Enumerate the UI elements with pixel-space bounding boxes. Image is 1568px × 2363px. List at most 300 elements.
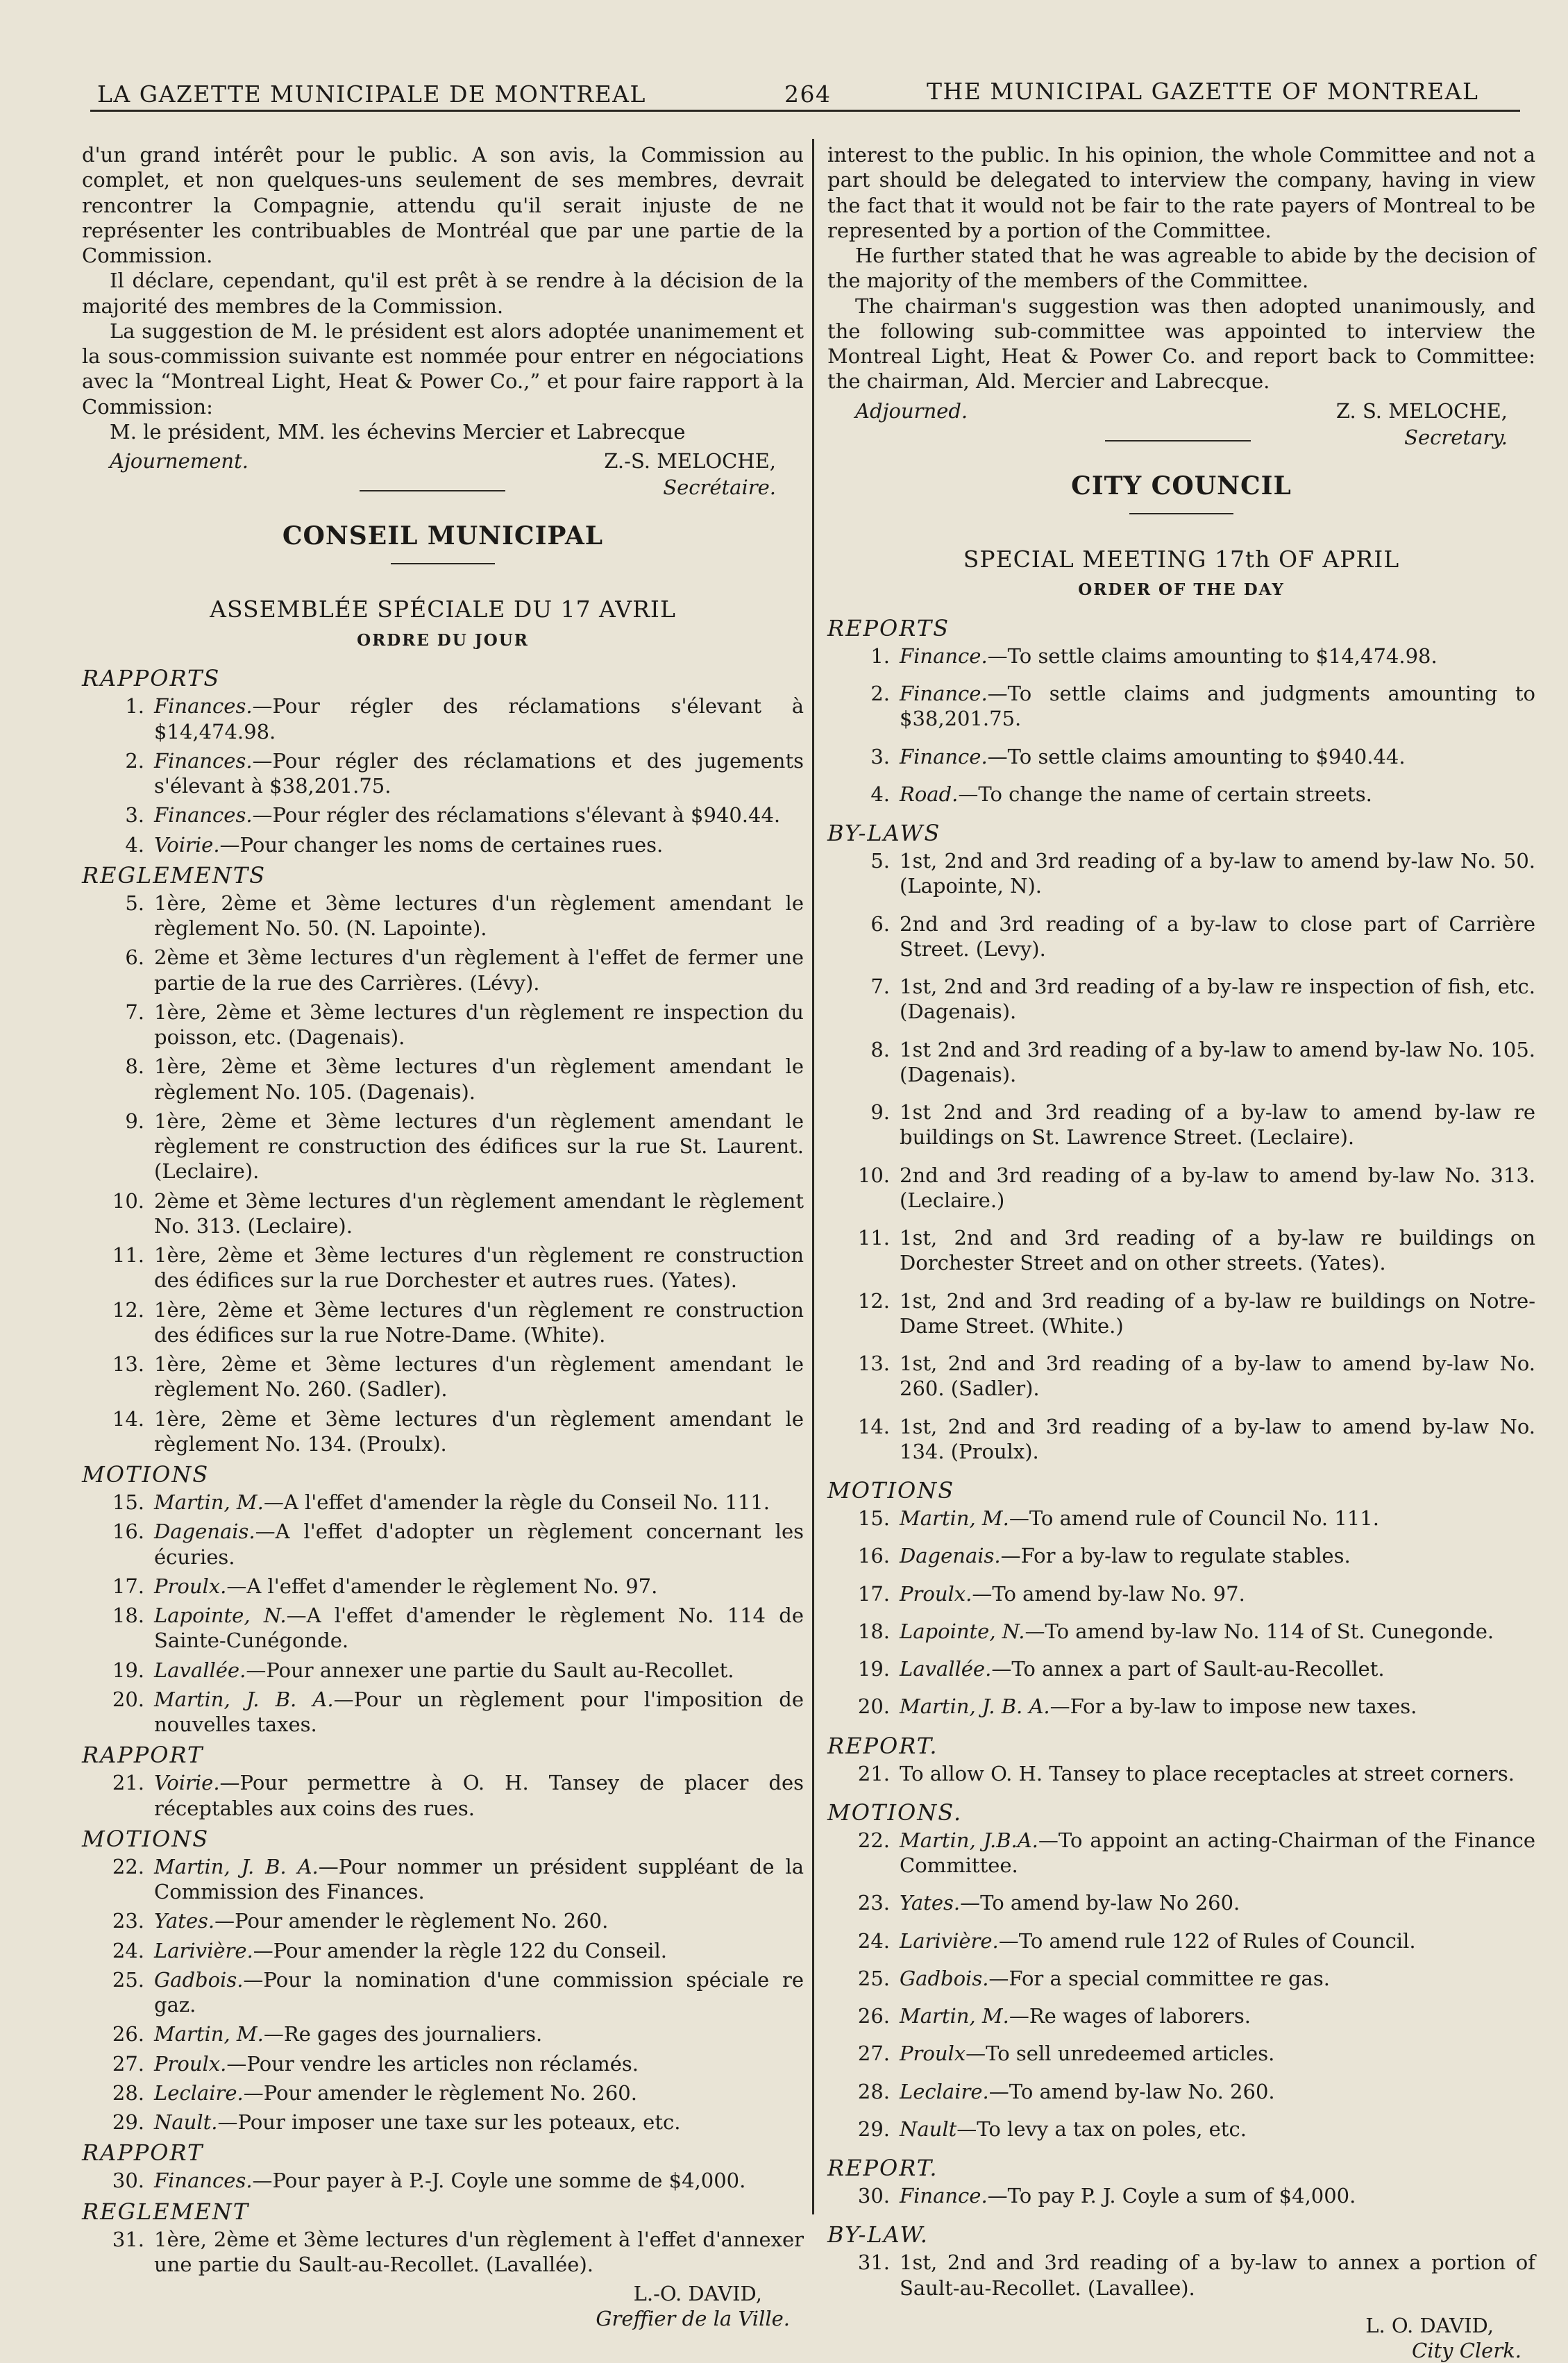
council-heading: CONSEIL MUNICIPAL bbox=[282, 521, 604, 551]
item-number: 19. bbox=[112, 1658, 144, 1682]
intro-paragraph: interest to the public. In his opinion, the whole Committee and not a part should be delegated to interview the company, having in view the fact that it would not be fair to the rate payers of Montreal to be represented by a portion of the Committee. bbox=[827, 143, 1535, 242]
item-number: 17. bbox=[857, 1581, 890, 1606]
item-description: —For a special committee re gas. bbox=[988, 1966, 1330, 1990]
item-description: 1ère, 2ème et 3ème lectures d'un règlement amendant le règlement No. 260. (Sadler). bbox=[154, 1352, 804, 1402]
item-number: 29. bbox=[857, 2117, 890, 2141]
item-number: 4. bbox=[125, 832, 144, 857]
agenda-item bbox=[827, 1581, 1535, 1606]
item-text bbox=[900, 1100, 1535, 1150]
item-description: 1st, 2nd and 3rd reading of a by-law re inspection of fish, etc. (Dagenais). bbox=[900, 975, 1535, 1024]
agenda-item bbox=[827, 1543, 1535, 1568]
item-number: 8. bbox=[125, 1054, 144, 1079]
agenda-item bbox=[82, 1574, 804, 1599]
item-description: —Pour la nomination d'une commission spéciale re gaz. bbox=[154, 1967, 804, 2017]
item-number: 23. bbox=[857, 1891, 890, 1915]
intro-paragraph: La suggestion de M. le président est alors adoptée unanimement et la sous-commission suivante est nommée pour entrer en négociations avec la “Montreal Light, Heat & Power Co.,” et pour faire rapport à la Commission: bbox=[82, 319, 804, 419]
item-description: 1st, 2nd and 3rd reading of a by-law re buildings on Notre-Dame Street. (White.) bbox=[900, 1288, 1535, 1338]
item-number: 23. bbox=[112, 1909, 144, 1933]
item-description: —To amend by-law No. 114 of St. Cunegonde. bbox=[1025, 1619, 1494, 1643]
item-description: 1ère, 2ème et 3ème lectures d'un règlement re inspection du poisson, etc. (Dagenais). bbox=[154, 1000, 804, 1049]
item-text bbox=[154, 2080, 804, 2105]
agenda-item bbox=[82, 1352, 804, 1402]
item-text bbox=[154, 1854, 804, 1905]
item-text bbox=[900, 1619, 1535, 1644]
item-text bbox=[900, 1414, 1535, 1465]
section-heading: MOTIONS bbox=[827, 1477, 955, 1504]
item-number: 13. bbox=[112, 1352, 144, 1376]
secretary-name: Z.-S. MELOCHE, bbox=[604, 449, 776, 473]
agenda-item bbox=[827, 2041, 1535, 2066]
item-number: 12. bbox=[112, 1297, 144, 1322]
agenda-item bbox=[82, 1603, 804, 1654]
item-text bbox=[154, 2110, 804, 2135]
agenda-item bbox=[82, 1519, 804, 1570]
item-sponsor: Lavallée. bbox=[900, 1657, 992, 1681]
item-description: —Re wages of laborers. bbox=[1009, 2004, 1251, 2028]
item-number: 7. bbox=[870, 975, 890, 998]
agenda-item bbox=[82, 1406, 804, 1457]
order-of-day: ORDRE DU JOUR bbox=[357, 630, 529, 650]
item-description: —To pay P. J. Coyle a sum of $4,000. bbox=[987, 2184, 1356, 2208]
item-sponsor: Gadbois. bbox=[154, 1967, 244, 1992]
item-description: 1ère, 2ème et 3ème lectures d'un règlement amendant le règlement re construction des édifices sur la rue St. Laurent. (Leclaire). bbox=[154, 1109, 804, 1184]
item-number: 31. bbox=[112, 2227, 144, 2251]
agenda-item bbox=[82, 1297, 804, 1348]
item-description: —Re gages des journaliers. bbox=[263, 2022, 543, 2046]
item-sponsor: Leclaire. bbox=[154, 2080, 244, 2105]
agenda-item bbox=[82, 2110, 804, 2135]
item-text bbox=[900, 1828, 1535, 1878]
item-number: 12. bbox=[857, 1288, 890, 1313]
item-number: 5. bbox=[870, 849, 890, 873]
item-description: 1ère, 2ème et 3ème lectures d'un règlement amendant le règlement No. 105. (Dagenais). bbox=[154, 1054, 804, 1104]
item-sponsor: Finance. bbox=[900, 682, 988, 705]
item-number: 7. bbox=[125, 1000, 144, 1024]
item-sponsor: Nault bbox=[900, 2117, 957, 2141]
agenda-item bbox=[827, 1694, 1535, 1719]
agenda-item bbox=[827, 1506, 1535, 1531]
signature-line bbox=[827, 398, 1535, 425]
item-text bbox=[900, 1581, 1535, 1606]
item-description: —Pour régler des réclamations s'élevant à $940.44. bbox=[252, 803, 781, 827]
meeting-title: SPECIAL MEETING 17th OF APRIL bbox=[963, 545, 1400, 573]
item-number: 20. bbox=[857, 1695, 890, 1719]
agenda-item bbox=[827, 1928, 1535, 1953]
item-description: —Pour amender le règlement No. 260. bbox=[243, 2080, 637, 2105]
item-text bbox=[900, 2041, 1535, 2066]
item-number: 27. bbox=[857, 2042, 890, 2066]
item-description: —To amend by-law No 260. bbox=[960, 1891, 1240, 1915]
item-number: 16. bbox=[857, 1544, 890, 1568]
item-sponsor: Proulx bbox=[900, 2042, 966, 2066]
item-description: —Pour vendre les articles non réclamés. bbox=[226, 2051, 639, 2076]
item-text bbox=[900, 2003, 1535, 2028]
item-text bbox=[900, 1163, 1535, 1213]
item-text bbox=[900, 848, 1535, 899]
item-text bbox=[154, 832, 804, 857]
item-number: 29. bbox=[112, 2110, 144, 2134]
item-description: —To levy a tax on poles, etc. bbox=[956, 2117, 1247, 2141]
signature-line bbox=[82, 448, 804, 475]
clerk-title: Greffier de la Ville. bbox=[596, 2307, 790, 2331]
item-text bbox=[900, 644, 1535, 668]
meeting-title: ASSEMBLÉE SPÉCIALE DU 17 AVRIL bbox=[210, 596, 676, 623]
intro-paragraph: The chairman's suggestion was then adopted unanimously, and the following sub-committee was appointed to interview the Montreal Light, Heat & Power Co. and report back to Committee: the chairman, Ald. Mercier and Labrecque. bbox=[827, 294, 1535, 394]
agenda-item bbox=[827, 1037, 1535, 1088]
item-number: 18. bbox=[112, 1604, 144, 1627]
section-heading: REGLEMENTS bbox=[82, 861, 267, 889]
agenda-item bbox=[827, 782, 1535, 807]
item-text bbox=[154, 1687, 804, 1738]
intro-paragraph: d'un grand intérêt pour le public. A son avis, la Commission au complet, et non quelques-uns seulement de ses membres, devrait rencontrer la Compagnie, attendu qu'il serait injuste de ne représenter les contribuables de Montréal que par une partie de la Commission. bbox=[82, 143, 804, 267]
item-number: 5. bbox=[125, 891, 144, 915]
french-column bbox=[82, 142, 804, 2332]
header-english-title: THE MUNICIPAL GAZETTE OF MONTREAL bbox=[927, 78, 1479, 105]
item-text bbox=[154, 1908, 804, 1933]
item-text bbox=[900, 1543, 1535, 1568]
section-heading: BY-LAW. bbox=[827, 2221, 929, 2248]
item-text bbox=[154, 748, 804, 799]
agenda-item bbox=[827, 2003, 1535, 2028]
item-number: 28. bbox=[112, 2080, 144, 2105]
agenda-list bbox=[827, 614, 1535, 2301]
item-text bbox=[154, 945, 804, 995]
separator-rule bbox=[360, 490, 505, 491]
item-sponsor: Nault. bbox=[154, 2110, 218, 2134]
header-rule bbox=[90, 110, 1520, 112]
item-text bbox=[154, 1406, 804, 1457]
item-sponsor: Martin, J. B. A. bbox=[154, 1687, 334, 1711]
item-description: —Pour amender la règle 122 du Conseil. bbox=[253, 1938, 667, 1962]
item-number: 21. bbox=[112, 1771, 144, 1795]
item-description: —Pour imposer une taxe sur les poteaux, etc. bbox=[217, 2110, 681, 2134]
item-sponsor: Martin, M. bbox=[900, 1506, 1009, 1530]
item-sponsor: Lapointe, N. bbox=[154, 1604, 287, 1627]
separator-rule bbox=[391, 563, 495, 564]
item-sponsor: Lavallée. bbox=[154, 1658, 246, 1682]
item-text bbox=[154, 2051, 804, 2076]
council-heading: CITY COUNCIL bbox=[1071, 471, 1292, 501]
item-description: —Pour annexer une partie du Sault au-Recollet. bbox=[246, 1658, 734, 1682]
item-description: To allow O. H. Tansey to place receptacles at street corners. bbox=[900, 1761, 1515, 1785]
item-description: —To amend rule of Council No. 111. bbox=[1009, 1506, 1379, 1530]
agenda-item bbox=[82, 748, 804, 799]
item-sponsor: Lapointe, N. bbox=[900, 1619, 1025, 1643]
item-number: 9. bbox=[125, 1109, 144, 1133]
item-sponsor: Proulx. bbox=[900, 1581, 972, 1606]
agenda-item bbox=[82, 1908, 804, 1933]
agenda-item bbox=[827, 1619, 1535, 1644]
item-sponsor: Dagenais. bbox=[154, 1520, 255, 1544]
item-sponsor: Finances. bbox=[154, 2169, 253, 2193]
item-number: 2. bbox=[125, 748, 144, 773]
item-sponsor: Martin, J.B.A. bbox=[900, 1828, 1038, 1852]
item-text bbox=[154, 1109, 804, 1184]
item-number: 13. bbox=[857, 1352, 890, 1375]
section-heading: REPORTS bbox=[827, 614, 950, 641]
item-sponsor: Dagenais. bbox=[900, 1544, 1001, 1568]
item-description: —Pour amender le règlement No. 260. bbox=[214, 1909, 609, 1933]
agenda-item bbox=[827, 2250, 1535, 2301]
agenda-item bbox=[82, 2021, 804, 2046]
agenda-item bbox=[82, 1854, 804, 1905]
agenda-item bbox=[827, 1351, 1535, 1402]
item-sponsor: Larivière. bbox=[154, 1938, 253, 1962]
item-text bbox=[900, 1890, 1535, 1915]
item-number: 25. bbox=[857, 1966, 890, 1990]
item-description: 1ère, 2ème et 3ème lectures d'un règlement amendant le règlement No. 50. (N. Lapointe). bbox=[154, 891, 804, 940]
item-description: —To annex a part of Sault-au-Recollet. bbox=[991, 1657, 1385, 1681]
item-number: 8. bbox=[870, 1037, 890, 1061]
item-number: 24. bbox=[112, 1938, 144, 1962]
item-sponsor: Proulx. bbox=[154, 1574, 227, 1598]
agenda-item bbox=[827, 1656, 1535, 1681]
item-sponsor: Larivière. bbox=[900, 1928, 999, 1953]
agenda-item bbox=[82, 945, 804, 995]
separator-rule bbox=[1129, 513, 1233, 514]
item-number: 26. bbox=[112, 2022, 144, 2046]
item-description: —To appoint an acting-Chairman of the Finance Committee. bbox=[900, 1828, 1535, 1877]
item-number: 28. bbox=[857, 2079, 890, 2103]
item-text bbox=[154, 802, 804, 827]
item-number: 18. bbox=[857, 1619, 890, 1643]
agenda-item bbox=[827, 2079, 1535, 2104]
agenda-item bbox=[82, 802, 804, 827]
agenda-item bbox=[82, 1054, 804, 1104]
agenda-item bbox=[82, 1687, 804, 1738]
order-of-day: ORDER OF THE DAY bbox=[1078, 580, 1285, 599]
item-number: 26. bbox=[857, 2004, 890, 2028]
item-number: 27. bbox=[112, 2051, 144, 2076]
item-description: —Pour permettre à O. H. Tansey de placer des réceptables aux coins des rues. bbox=[154, 1771, 804, 1820]
item-description: —To settle claims and judgments amounting to $38,201.75. bbox=[900, 682, 1535, 731]
item-text bbox=[154, 1352, 804, 1402]
agenda-item bbox=[82, 1490, 804, 1515]
item-number: 3. bbox=[125, 803, 144, 827]
item-number: 24. bbox=[857, 1928, 890, 1953]
item-description: —To amend by-law No. 260. bbox=[988, 2079, 1275, 2103]
clerk-name: L. O. DAVID, bbox=[1365, 2313, 1494, 2337]
column-divider bbox=[812, 139, 814, 2214]
item-number: 11. bbox=[857, 1226, 890, 1250]
item-description: —To settle claims amounting to $940.44. bbox=[987, 744, 1406, 768]
item-sponsor: Finance. bbox=[900, 744, 988, 768]
item-text bbox=[900, 2250, 1535, 2301]
item-text bbox=[900, 1506, 1535, 1531]
item-text bbox=[154, 1490, 804, 1515]
item-text bbox=[900, 2117, 1535, 2142]
item-text bbox=[154, 1967, 804, 2018]
item-text bbox=[900, 1656, 1535, 1681]
item-sponsor: Martin, J. B. A. bbox=[900, 1695, 1050, 1719]
item-text bbox=[154, 693, 804, 744]
item-text bbox=[154, 1000, 804, 1050]
section-heading: MOTIONS bbox=[82, 1825, 210, 1852]
header-french-title: LA GAZETTE MUNICIPALE DE MONTREAL bbox=[97, 81, 646, 108]
item-text bbox=[154, 1603, 804, 1654]
item-description: 1st, 2nd and 3rd reading of a by-law re buildings on Dorchester Street and on other streets. (Yates). bbox=[900, 1226, 1535, 1275]
item-sponsor: Voirie. bbox=[154, 832, 220, 857]
item-description: —For a by-law to impose new taxes. bbox=[1049, 1695, 1417, 1719]
item-sponsor: Yates. bbox=[154, 1909, 215, 1933]
secretary-title: Secretary. bbox=[1404, 425, 1508, 449]
agenda-item bbox=[827, 644, 1535, 668]
agenda-item bbox=[827, 1414, 1535, 1465]
agenda-item bbox=[827, 1100, 1535, 1150]
item-number: 1. bbox=[125, 694, 144, 718]
item-number: 30. bbox=[857, 2184, 890, 2208]
agenda-item bbox=[82, 2051, 804, 2076]
item-text bbox=[900, 1351, 1535, 1402]
item-number: 2. bbox=[870, 682, 890, 705]
item-sponsor: Finances. bbox=[154, 748, 253, 773]
item-sponsor: Proulx. bbox=[154, 2051, 227, 2076]
item-sponsor: Road. bbox=[900, 782, 959, 806]
agenda-item bbox=[82, 832, 804, 857]
agenda-item bbox=[82, 1938, 804, 1963]
item-number: 30. bbox=[112, 2169, 144, 2193]
item-sponsor: Leclaire. bbox=[900, 2079, 989, 2103]
item-text bbox=[154, 1658, 804, 1683]
item-number: 1. bbox=[870, 644, 890, 668]
item-sponsor: Martin, M. bbox=[154, 1490, 264, 1514]
item-number: 14. bbox=[112, 1406, 144, 1431]
agenda-item bbox=[827, 1966, 1535, 1991]
item-sponsor: Martin, M. bbox=[154, 2022, 264, 2046]
page-number: 264 bbox=[784, 81, 832, 108]
agenda-item bbox=[827, 1163, 1535, 1213]
agenda-item bbox=[82, 2080, 804, 2105]
item-description: —Pour régler des réclamations s'élevant à $14,474.98. bbox=[154, 694, 804, 743]
item-sponsor: Finances. bbox=[154, 803, 253, 827]
item-text bbox=[900, 911, 1535, 962]
item-description: —To sell unredeemed articles. bbox=[966, 2042, 1275, 2066]
item-number: 14. bbox=[857, 1414, 890, 1438]
item-description: —Pour un règlement pour l'imposition de nouvelles taxes. bbox=[154, 1687, 804, 1736]
item-number: 31. bbox=[857, 2251, 890, 2275]
item-description: —To amend by-law No. 97. bbox=[972, 1581, 1245, 1606]
section-heading: REGLEMENT bbox=[82, 2198, 250, 2225]
agenda-item bbox=[827, 2117, 1535, 2142]
adjournment: Ajournement. bbox=[110, 449, 248, 473]
item-description: 1ère, 2ème et 3ème lectures d'un règlement re construction des édifices sur la rue Notre-Dame. (White). bbox=[154, 1297, 804, 1347]
item-sponsor: Finance. bbox=[900, 644, 988, 668]
item-sponsor: Yates. bbox=[900, 1891, 961, 1915]
agenda-item bbox=[827, 1890, 1535, 1915]
item-text bbox=[900, 782, 1535, 807]
item-text bbox=[900, 1037, 1535, 1088]
item-description: —To amend rule 122 of Rules of Council. bbox=[998, 1928, 1416, 1953]
agenda-item bbox=[827, 744, 1535, 769]
item-sponsor: Martin, M. bbox=[900, 2004, 1009, 2028]
item-number: 22. bbox=[857, 1828, 890, 1852]
item-description: 1ère, 2ème et 3ème lectures d'un règlement à l'effet d'annexer une partie du Sault-au-Recollet. (Lavallée). bbox=[154, 2227, 804, 2276]
agenda-item bbox=[82, 1967, 804, 2018]
agenda-list bbox=[82, 664, 804, 2277]
item-description: —Pour régler des réclamations et des jugements s'élevant à $38,201.75. bbox=[154, 748, 804, 798]
agenda-item bbox=[827, 681, 1535, 732]
secretary-name: Z. S. MELOCHE, bbox=[1335, 398, 1508, 423]
item-sponsor: Martin, J. B. A. bbox=[154, 1854, 319, 1878]
item-number: 4. bbox=[870, 782, 890, 806]
item-text bbox=[154, 2021, 804, 2046]
item-text bbox=[900, 1694, 1535, 1719]
agenda-item bbox=[827, 974, 1535, 1025]
agenda-item bbox=[827, 911, 1535, 962]
item-sponsor: Finance. bbox=[900, 2184, 988, 2208]
item-description: 2ème et 3ème lectures d'un règlement amendant le règlement No. 313. (Leclaire). bbox=[154, 1188, 804, 1238]
agenda-item bbox=[827, 848, 1535, 899]
item-description: —Pour nommer un président suppléant de la Commission des Finances. bbox=[154, 1854, 804, 1903]
agenda-item bbox=[82, 1109, 804, 1184]
item-description: —A l'effet d'amender le règlement No. 114 de Sainte-Cunégonde. bbox=[154, 1604, 804, 1653]
item-number: 3. bbox=[870, 744, 890, 768]
secretary-title: Secrétaire. bbox=[663, 476, 776, 499]
item-text bbox=[154, 2227, 804, 2278]
clerk-name: L.-O. DAVID, bbox=[633, 2282, 762, 2305]
item-description: 1st 2nd and 3rd reading of a by-law to amend by-law No. 105. (Dagenais). bbox=[900, 1037, 1535, 1086]
agenda-item bbox=[827, 1761, 1535, 1786]
item-number: 16. bbox=[112, 1520, 144, 1544]
item-number: 11. bbox=[112, 1243, 144, 1267]
agenda-item bbox=[82, 1000, 804, 1050]
item-sponsor: Finances. bbox=[154, 694, 253, 718]
intro-paragraph: Il déclare, cependant, qu'il est prêt à se rendre à la décision de la majorité des membres de la Commission. bbox=[82, 269, 804, 318]
item-description: 1ère, 2ème et 3ème lectures d'un règlement amendant le règlement No. 134. (Proulx). bbox=[154, 1406, 804, 1456]
agenda-item bbox=[827, 2183, 1535, 2208]
item-text bbox=[154, 2168, 804, 2193]
item-number: 6. bbox=[870, 911, 890, 936]
agenda-item bbox=[827, 1828, 1535, 1878]
section-heading: RAPPORTS bbox=[82, 665, 221, 692]
item-text bbox=[900, 1225, 1535, 1276]
agenda-item bbox=[82, 1243, 804, 1293]
item-description: 2ème et 3ème lectures d'un règlement à l'effet de fermer une partie de la rue des Carrières. (Lévy). bbox=[154, 945, 804, 995]
section-heading: BY-LAWS bbox=[827, 820, 941, 846]
item-text bbox=[900, 1966, 1535, 1991]
item-number: 17. bbox=[112, 1574, 144, 1598]
item-number: 25. bbox=[112, 1967, 144, 1992]
item-number: 9. bbox=[870, 1100, 890, 1124]
section-heading: RAPPORT bbox=[82, 1742, 204, 1769]
agenda-item bbox=[82, 2168, 804, 2193]
item-text bbox=[154, 1770, 804, 1821]
item-description: 2nd and 3rd reading of a by-law to amend by-law No. 313. (Leclaire.) bbox=[900, 1163, 1535, 1212]
item-description: 1st, 2nd and 3rd reading of a by-law to amend by-law No. 134. (Proulx). bbox=[900, 1414, 1535, 1463]
item-description: —A l'effet d'amender le règlement No. 97. bbox=[226, 1574, 658, 1598]
agenda-item bbox=[82, 693, 804, 744]
section-heading: MOTIONS bbox=[82, 1461, 210, 1488]
item-description: —A l'effet d'amender la règle du Conseil No. 111. bbox=[263, 1490, 770, 1514]
item-number: 21. bbox=[857, 1761, 890, 1785]
item-text bbox=[154, 1574, 804, 1599]
english-column bbox=[827, 142, 1535, 2363]
item-number: 20. bbox=[112, 1687, 144, 1711]
agenda-item bbox=[82, 891, 804, 941]
item-sponsor: Voirie. bbox=[154, 1771, 220, 1795]
agenda-item bbox=[827, 1225, 1535, 1276]
agenda-item bbox=[82, 1658, 804, 1683]
item-text bbox=[900, 2183, 1535, 2208]
agenda-item bbox=[82, 1770, 804, 1821]
section-heading: REPORT. bbox=[827, 1732, 938, 1759]
item-number: 22. bbox=[112, 1854, 144, 1878]
agenda-item bbox=[82, 2227, 804, 2278]
agenda-item bbox=[827, 1288, 1535, 1339]
item-description: —A l'effet d'adopter un règlement concernant les écuries. bbox=[154, 1520, 804, 1569]
item-number: 6. bbox=[125, 945, 144, 970]
item-text bbox=[154, 1519, 804, 1570]
